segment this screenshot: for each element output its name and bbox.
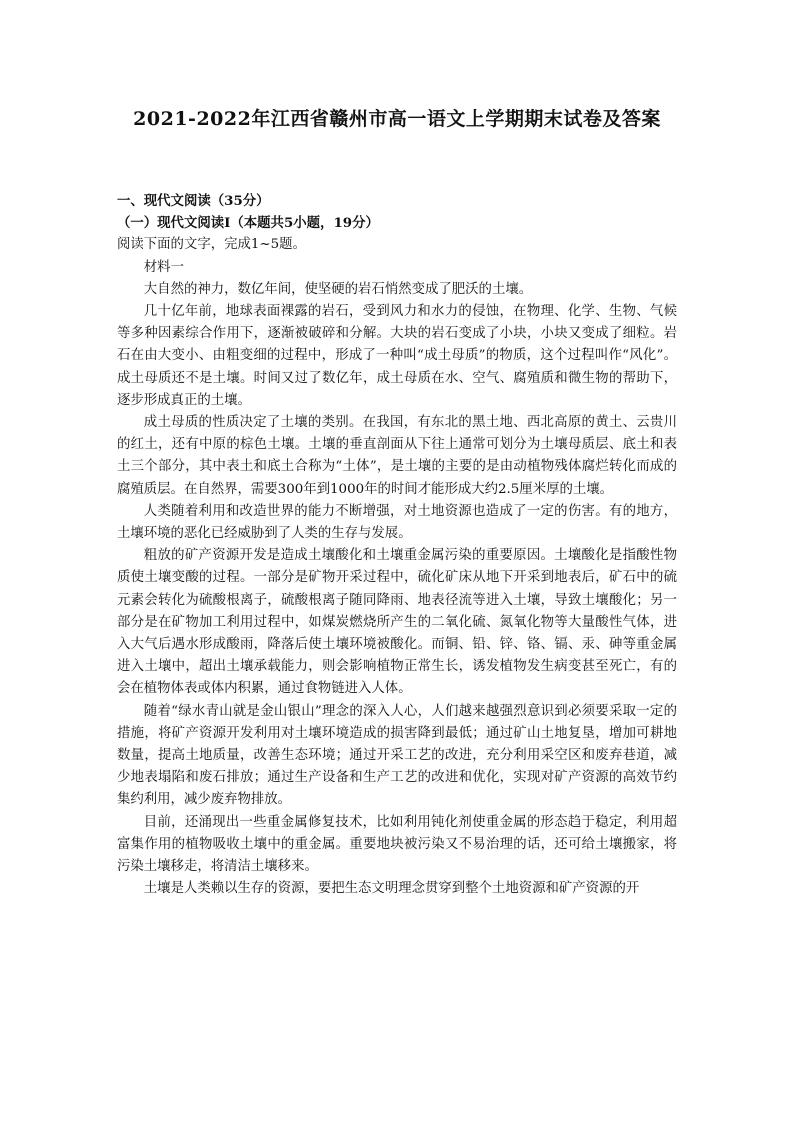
- paragraph-4: 人类随着利用和改造世界的能力不断增强，对土地资源也造成了一定的伤害。有的地方，土壤环境的恶化已经威胁到了人类的生存与发展。: [117, 503, 677, 542]
- document-body: [117, 190, 677, 901]
- instruction-text: 阅读下面的文字，完成1~5题。: [117, 237, 306, 253]
- document-title: 2021-2022年江西省赣州市高一语文上学期期末试卷及答案: [133, 108, 661, 130]
- subsection-heading: （一）现代文阅读Ⅰ（本题共5小题，19分）: [117, 215, 379, 232]
- paragraph-8: 土壤是人类赖以生存的资源，要把生态文明理念贯穿到整个土地资源和矿产资源的开: [143, 881, 640, 897]
- paragraph-2: 几十亿年前，地球表面裸露的岩石，受到风力和水力的侵蚀，在物理、化学、生物、气候等多种因素综合作用下，逐渐被破碎和分解。大块的岩石变成了小块，小块又变成了细粒。岩石在由大变小、由粗变细的过程中，形成了一种叫“成土母质”的物质，这个过程叫作“风化”。成土母质还不是土壤。时间又过了数亿年，成土母质在水、空气、腐殖质和微生物的帮助下，逐步形成真正的土壤。: [117, 304, 677, 408]
- paragraph-3: 成土母质的性质决定了土壤的类别。在我国，有东北的黑土地、西北高原的黄土、云贵川的红土，还有中原的棕色土壤。土壤的垂直剖面从下往上通常可划分为土壤母质层、底土和表土三个部分，其中表土和底土合称为“土体”，是土壤的主要的是由动植物残体腐烂转化而成的腐殖质层。在自然界，需要300年到1000年的时间才能形成大约2.5厘米厚的土壤。: [117, 415, 677, 497]
- material-label: 材料一: [143, 259, 184, 275]
- paragraph-1: 大自然的神力，数亿年间，使坚硬的岩石悄然变成了肥沃的土壤。: [143, 281, 533, 297]
- section-heading: 一、现代文阅读（35分）: [117, 193, 270, 209]
- paragraph-5: 粗放的矿产资源开发是造成土壤酸化和土壤重金属污染的重要原因。土壤酸化是指酸性物质使土壤变酸的过程。一部分是矿物开采过程中，硫化矿床从地下开采到地表后，矿石中的硫元素会转化为硫酸根离子，硫酸根离子随同降雨、地表径流等进入土壤，导致土壤酸化；另一部分是在矿物加工利用过程中，如煤炭燃烧所产生的二氧化硫、氮氧化物等大量酸性气体，进入大气后遇水形成酸雨，降落后使土壤环境被酸化。而铜、铅、锌、铬、镉、汞、砷等重金属进入土壤中，超出土壤承载能力，则会影响植物正常生长，诱发植物发生病变甚至死亡，有的会在植物体表或体内积累，通过食物链进入人体。: [117, 548, 677, 697]
- paragraph-6: 随着“绿水青山就是金山银山”理念的深入人心，人们越来越强烈意识到必须要采取一定的措施，将矿产资源开发利用对土壤环境造成的损害降到最低；通过矿山土地复垦，增加可耕地数量，提高土地质量，改善生态环境；通过开采工艺的改进，充分利用采空区和废弃巷道，减少地表塌陷和废石排放；通过生产设备和生产工艺的改进和优化，实现对矿产资源的高效节约集约利用，减少废弃物排放。: [117, 703, 677, 808]
- paragraph-7: 目前，还涌现出一些重金属修复技术，比如利用钝化剂使重金属的形态趋于稳定，利用超富集作用的植物吸收土壤中的重金属。重要地块被污染又不易治理的话，还可给土壤搬家，将污染土壤移走，将清洁土壤移来。: [117, 814, 677, 875]
